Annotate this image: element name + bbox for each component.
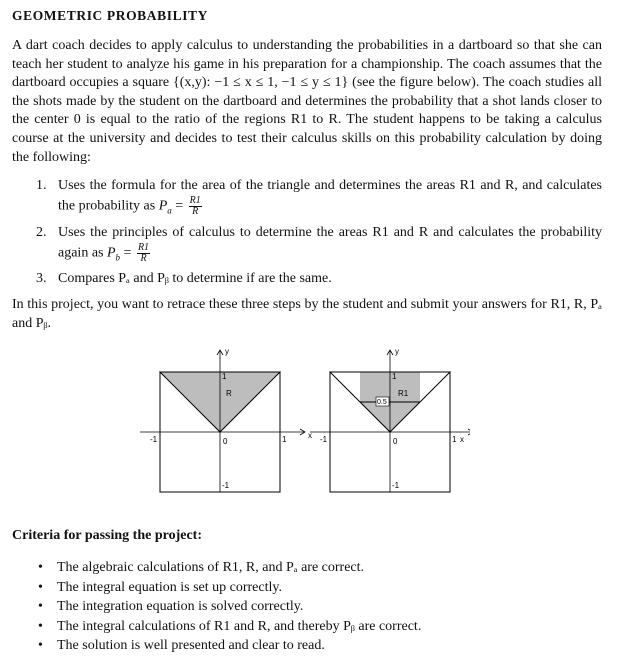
fraction <box>137 243 150 264</box>
criteria-heading: Criteria for passing the project: <box>12 528 202 543</box>
step-item <box>36 176 602 221</box>
origin-label: 0 <box>393 437 398 446</box>
step-number: 3. <box>36 271 47 287</box>
region-label: R1 <box>398 389 409 398</box>
step-number: 2. <box>36 224 47 240</box>
origin-label: 0 <box>223 437 228 446</box>
dartboard-figures <box>130 342 470 494</box>
tick-label: -1 <box>320 435 328 444</box>
list-item <box>36 636 421 656</box>
x-axis-label: x <box>308 431 312 440</box>
criteria-text: The integral equation is set up correctly. <box>57 579 282 595</box>
bullet-icon: • <box>38 579 43 595</box>
step-text: Uses the formula for the area of the triangle and determines the areas R1 and R, and calculates the probability as <box>58 178 602 214</box>
equals-sign: = <box>120 245 135 261</box>
prob-symbol: P <box>106 245 116 261</box>
tick-label: 1 <box>282 435 287 444</box>
figure-left <box>140 347 312 492</box>
fraction <box>189 196 202 217</box>
criteria-text: The integral calculations of R1 and R, and thereby Pᵦ are correct. <box>57 618 422 634</box>
step-text: Uses the principles of calculus to determine the areas R1 and R and calculates the probability again as <box>58 224 602 261</box>
step-item <box>36 269 602 289</box>
figure-right <box>310 347 470 492</box>
y-axis-label: y <box>225 347 229 356</box>
tick-label: -1 <box>392 481 400 490</box>
tick-label: 0.5 <box>377 399 387 406</box>
bullet-icon: • <box>38 618 43 634</box>
step-item <box>36 223 602 268</box>
tick-label: -1 <box>150 435 158 444</box>
criteria-list <box>36 558 421 656</box>
frac-denominator: R <box>192 206 199 217</box>
bullet-icon: • <box>38 599 43 615</box>
equals-sign: = <box>171 198 187 214</box>
step-number: 1. <box>36 178 47 193</box>
y-axis-label: y <box>395 347 399 356</box>
criteria-text: The solution is well presented and clear to read. <box>57 638 325 654</box>
criteria-text: The algebraic calculations of R1, R, and Pₐ are correct. <box>57 560 365 575</box>
bullet-icon: • <box>38 638 43 654</box>
prob-sub: b <box>115 252 121 263</box>
steps-list <box>36 176 602 291</box>
list-item <box>36 617 421 637</box>
outro-paragraph: In this project, you want to retrace these three steps by the student and submit your answers for R1, R, Pₐ and Pᵦ. <box>12 297 602 331</box>
list-item <box>36 597 421 617</box>
tick-label: 1 <box>392 372 397 381</box>
bullet-icon: • <box>38 560 43 575</box>
tick-label: 1 <box>222 372 227 381</box>
prob-symbol: P <box>158 198 168 214</box>
page-title: GEOMETRIC PROBABILITY <box>12 8 209 23</box>
tick-label: -1 <box>222 481 230 490</box>
tick-label: 1 <box>452 435 457 444</box>
step-text: Compares Pₐ and Pᵦ to determine if are the same. <box>58 271 332 287</box>
frac-numerator: R1 <box>137 241 150 253</box>
criteria-text: The integration equation is solved correctly. <box>57 599 304 615</box>
region-label: R <box>226 389 232 398</box>
list-item <box>36 578 421 598</box>
prob-sub: a <box>167 205 172 216</box>
frac-denominator: R <box>140 252 147 264</box>
intro-paragraph: A dart coach decides to apply calculus to understanding the probabilities in a dartboard so that she can teach her student to analyze his game in his preparation for a championship. The coach assumes that the dartboard occupies a square {(x,y): −1 ≤ x ≤ 1, −1 ≤ y ≤ 1} (see the figure below). The coach studies all the shots made by the student on the dartboard and determines the probability that a shot lands closer to the center 0 is equal to the ratio of the regions R1 to R. The student happens to be taking a calculus course at the university and decides to test their calculus skills on this probability calculation by doing the following: <box>12 38 602 165</box>
list-item <box>36 558 421 578</box>
frac-numerator: R1 <box>189 195 201 206</box>
x-axis-label: x <box>460 435 464 444</box>
